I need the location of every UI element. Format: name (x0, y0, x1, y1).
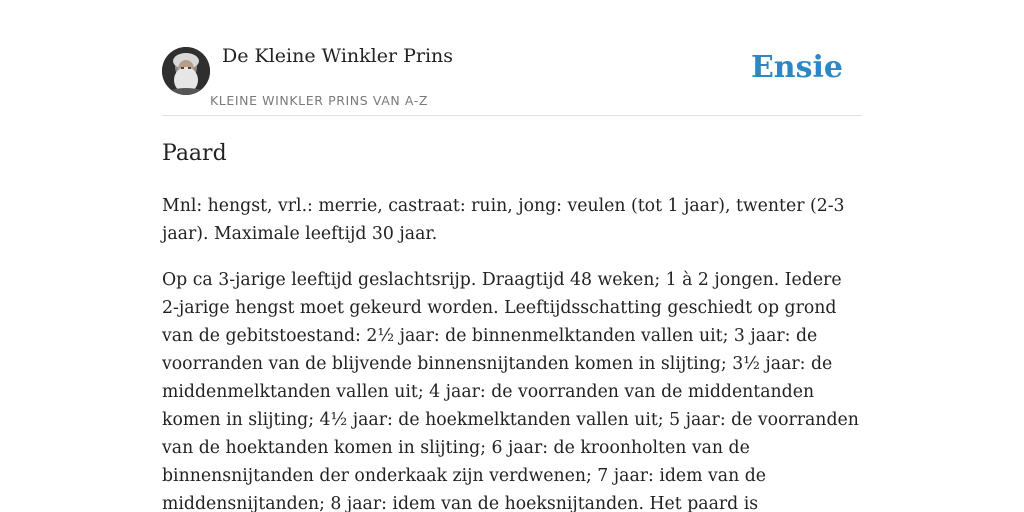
source-avatar-icon[interactable] (162, 47, 210, 95)
source-subtitle[interactable]: KLEINE WINKLER PRINS VAN A-Z (210, 93, 429, 108)
article (162, 138, 862, 512)
source-header (162, 0, 862, 116)
article-paragraph: Mnl: hengst, vrl.: merrie, castraat: ruin, jong: veulen (tot 1 jaar), twenter (2-3 jaar). Maximale leeftijd 30 jaar. (162, 196, 845, 244)
article-title: Paard (162, 141, 227, 166)
article-paragraph: Op ca 3-jarige leeftijd geslachtsrijp. Draagtijd 48 weken; 1 à 2 jongen. Iedere 2-jarige hengst moet gekeurd worden. Leeftijdsschatting geschiedt op grond van de gebitstoestand: 2½ jaar: de binnenmelktanden vallen uit; 3 jaar: de voorranden van de blijvende binnensnijtanden komen in slijting; 3½ jaar: de middenmelktanden vallen uit; 4 jaar: de voorranden van de middentanden komen in slijting; 4½ jaar: de hoekmelktanden vallen uit; 5 jaar: de voorranden van de hoektanden komen in slijting; 6 jaar: de kroonholten van de binnensnijtanden der onderkaak zijn verdwenen; 7 jaar: idem van de middensnijtanden; 8 jaar: idem van de hoeksnijtanden. Het paard is (162, 270, 859, 512)
source-title[interactable]: De Kleine Winkler Prins (222, 45, 454, 67)
ensie-logo[interactable]: Ensie (750, 50, 843, 85)
